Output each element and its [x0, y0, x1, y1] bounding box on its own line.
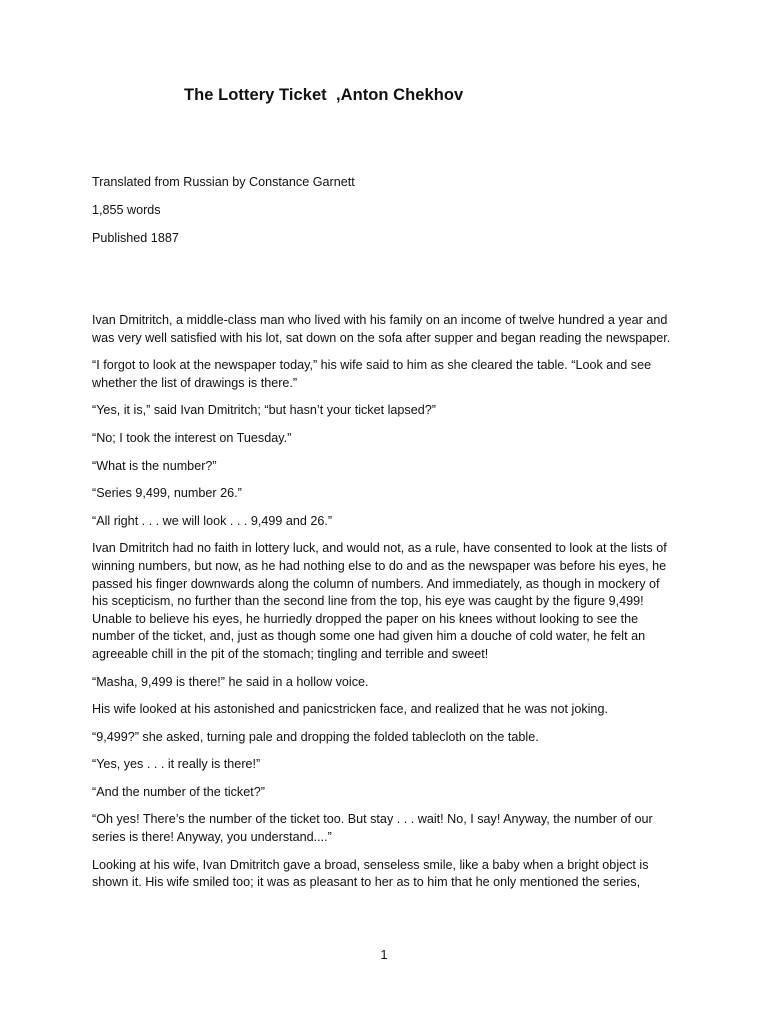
paragraph: “No; I took the interest on Tuesday.” [92, 430, 292, 445]
document-title: The Lottery Ticket ,Anton Chekhov [184, 86, 464, 104]
paragraph: “All right . . . we will look . . . 9,499 and 26.” [92, 513, 333, 528]
translator-credit: Translated from Russian by Constance Garnett [92, 175, 355, 189]
paragraph: Ivan Dmitritch had no faith in lottery luck, and would not, as a rule, have consented to look at the lists of winning numbers, but now, as he had nothing else to do and as the newspaper was before his eyes, he passed his finger downwards along the column of numbers. And immediately, as though in mockery of his scepticism, no further than the second line from the top, his eye was caught by the figure 9,499! Unable to believe his eyes, he hurriedly dropped the paper on his knees without looking to see the number of the ticket, and, just as though some one had given him a douche of cold water, he felt an agreeable chill in the pit of the stomach; tingling and terrible and sweet! [92, 541, 667, 661]
word-count: 1,855 words [92, 203, 161, 217]
paragraph: “9,499?” she asked, turning pale and dropping the folded tablecloth on the table. [92, 729, 539, 744]
paragraph: His wife looked at his astonished and panicstricken face, and realized that he was not joking. [92, 702, 608, 717]
paragraph: “Series 9,499, number 26.” [92, 486, 242, 501]
publication-year: Published 1887 [92, 231, 179, 245]
paragraph: Looking at his wife, Ivan Dmitritch gave a broad, senseless smile, like a baby when a bright object is shown it. His wife smiled too; it was as pleasant to her as to him that he only mentioned the series, [92, 857, 649, 890]
paragraph: “And the number of the ticket?” [92, 784, 265, 799]
paragraph: “Masha, 9,499 is there!” he said in a hollow voice. [92, 674, 369, 689]
paragraph: “Yes, it is,” said Ivan Dmitritch; “but hasn’t your ticket lapsed?” [92, 403, 436, 418]
paragraph: Ivan Dmitritch, a middle-class man who lived with his family on an income of twelve hundred a year and was very well satisfied with his lot, sat down on the sofa after supper and began reading the newspaper. [92, 313, 671, 345]
paragraph: “What is the number?” [92, 458, 217, 473]
paragraph: “I forgot to look at the newspaper today,” his wife said to him as she cleared the table. “Look and see whether the list of drawings is there.” [92, 358, 652, 390]
paragraph: “Yes, yes . . . it really is there!” [92, 757, 261, 772]
page-number: 1 [380, 948, 388, 962]
story-body [92, 312, 678, 902]
paragraph: “Oh yes! There’s the number of the ticket too. But stay . . . wait! No, I say! Anyway, the number of our series is there! Anyway, you understand....” [92, 812, 653, 845]
